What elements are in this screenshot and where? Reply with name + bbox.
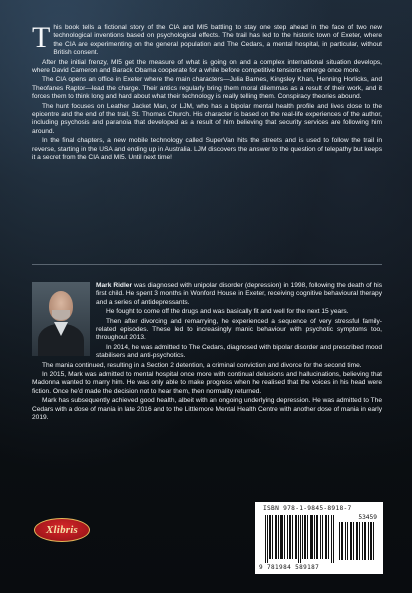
- blurb-paragraph: After the initial frenzy, MI5 get the measure of what is going on and a complex international situation develops, where David Cameron and Barack Obama cooperate for a while before competitive tensions emerge once more.: [32, 58, 382, 75]
- blurb-paragraph: In the final chapters, a new mobile technology called SuperVan hits the streets and is used to follow the trail in reverse, starting in the USA and ending up in Australia. LJM discovers the answer to the question of telepathy but keeps it a secret from the CIA and MI5. Until next time!: [32, 137, 382, 162]
- author-name: Mark Ridler: [96, 282, 133, 289]
- book-blurb: [32, 21, 382, 164]
- isbn-label: ISBN 978-1-9845-8918-7: [263, 505, 352, 512]
- price-barcode-bars: [339, 522, 375, 560]
- bio-text: was diagnosed with unipolar disorder (depression) in 1998, following the death of his first child. He spent 3 months in Wonford House in Exeter, receiving cognitive behavioural therapy and a series of antidepressants.: [96, 282, 382, 306]
- bio-paragraph: Mark has subsequently achieved good health, albeit with an ongoing underlying depression. He was admitted to The Cedars with a dose of mania in late 2016 and to the Littlemore Mental Health Centre with another dose of mania in early 2019.: [32, 397, 382, 422]
- author-bio: [32, 282, 382, 424]
- bio-paragraph: Then after divorcing and remarrying, he experienced a sequence of very stressful family-related episodes. These led to increasingly manic behaviour with psychotic symptoms too, throughout 2013.: [96, 317, 382, 342]
- ean-number: 9 781984 589187: [259, 564, 320, 571]
- bio-paragraph: In 2015, Mark was admitted to mental hospital once more with continual delusions and hallucinations, believing that Madonna wanted to marry him. He was only able to make progress when he realised that the voices in his head were fiction. Once he'd made the decision not to hear them, then normality returned.: [32, 371, 382, 395]
- blurb-text: his book tells a fictional story of the CIA and MI5 battling to stay one step ahead in the face of two new technological inventions based on psychological effects. The trail has led to the historic town of Exeter, where the CIA are experimenting on the general population and The Cedars, a mental hospital, in particular, without British consent.: [53, 24, 382, 57]
- publisher-logo-text: Xlibris: [46, 524, 78, 536]
- blurb-paragraph: The hunt focuses on Leather Jacket Man, or LJM, who has a bipolar mental health profile and lives close to the epicentre and the end of the trail, St. Thomas Church. His character is based on the real-life experiences of the author, including psychosis and paranoia that developed as a result of him believing that security services are following him around.: [32, 102, 382, 135]
- drop-cap: T: [32, 21, 51, 54]
- ean-barcode-bars: [265, 515, 335, 563]
- publisher-logo: [34, 518, 90, 542]
- bio-paragraph: In 2014, he was admitted to The Cedars, diagnosed with bipolar disorder and prescribed mood stabilisers and anti-psychotics.: [96, 343, 382, 360]
- bio-paragraph: The mania continued, resulting in a Section 2 detention, a criminal conviction and divorce for the second time.: [42, 361, 362, 369]
- section-divider: [32, 264, 382, 265]
- blurb-paragraph: [32, 21, 382, 58]
- isbn-barcode: [255, 502, 383, 574]
- price-code: 53459: [358, 514, 377, 521]
- bio-paragraph: He fought to come off the drugs and was basically fit and well for the next 15 years.: [106, 308, 349, 316]
- blurb-paragraph: The CIA opens an office in Exeter where the main characters—Julia Barnes, Kingsley Khan, Henning Horlicks, and Theofanes Raptor—lead the charge. Their antics regularly bring them moral dilemmas as a result of their work, and it forces them to think long and hard about what their technology is really telling them. Conspiracy theories abound.: [32, 76, 382, 101]
